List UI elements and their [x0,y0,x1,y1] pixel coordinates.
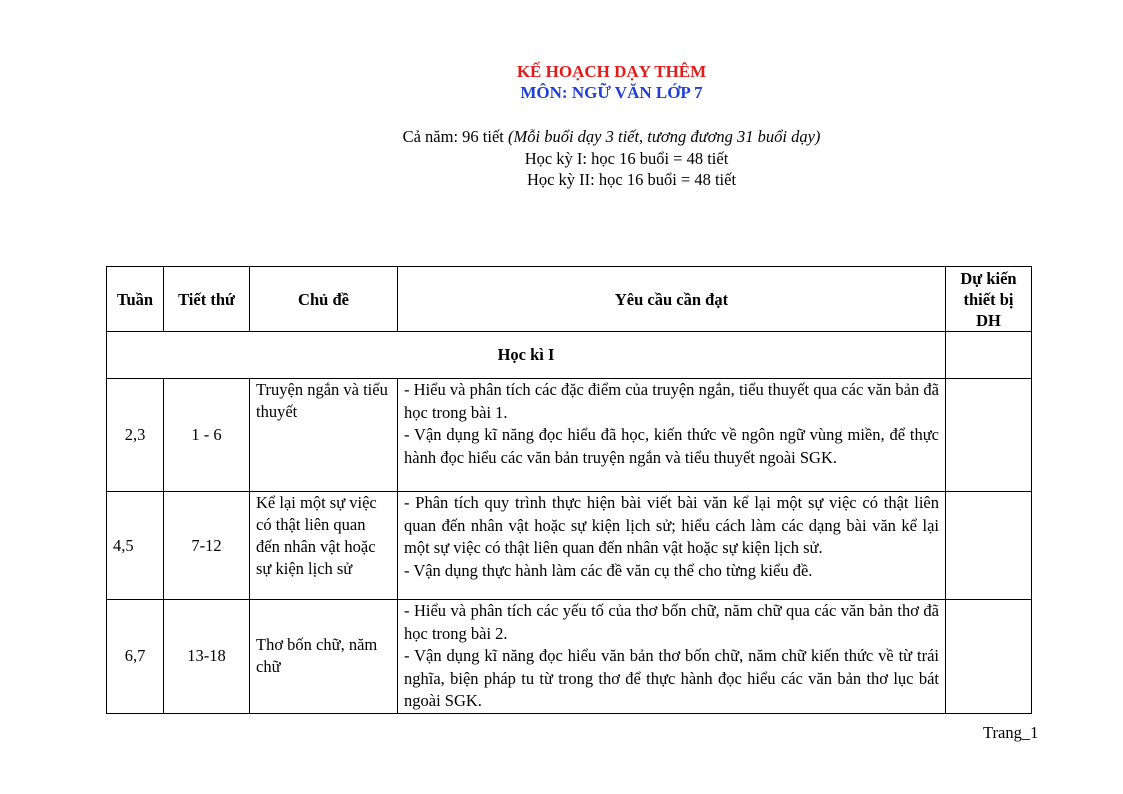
header-thiet-bi: Dự kiến thiết bị DH [946,267,1032,332]
page-number: Trang_1 [983,723,1039,742]
document-title: KẾ HOẠCH DẠY THÊM [516,62,707,81]
term2-summary: Học kỳ II: học 16 buổi = 48 tiết [526,170,737,189]
teaching-plan-table [106,266,1032,714]
cell-tuan: 4,5 [107,492,164,600]
table-header-row [107,267,1032,332]
requirement-item: - Hiểu và phân tích các đặc điểm của truyện ngắn, tiểu thuyết qua các văn bản đã học trong bài 1. [404,380,939,422]
cell-tuan: 6,7 [107,600,164,714]
cell-thiet-bi [946,492,1032,600]
requirement-item: - Hiểu và phân tích các yếu tố của thơ bốn chữ, năm chữ qua các văn bản thơ đã học trong bài 2. [404,601,939,643]
cell-chude: Truyện ngắn và tiểu thuyết [250,379,398,492]
year-note: (Mỗi buổi dạy 3 tiết, tương đương 31 buổi dạy) [508,127,821,146]
cell-tiet: 13-18 [164,600,250,714]
cell-tiet: 1 - 6 [164,379,250,492]
cell-tiet: 7-12 [164,492,250,600]
section-empty-cell [946,332,1032,379]
header-ycau: Yêu cầu cần đạt [398,267,946,332]
table-row [107,492,1032,600]
requirement-item: - Phân tích quy trình thực hiện bài viết bài văn kể lại một sự việc có thật liên quan đến nhân vật hoặc sự kiện lịch sử; hiểu cách làm các dạng bài văn kể lại một sự việc có thật liên quan đến nhân vật hoặc sự kiện lịch sử. [404,493,939,557]
cell-chude: Thơ bốn chữ, năm chữ [250,600,398,714]
section-label: Học kì I [107,332,946,379]
table-row [107,379,1032,492]
cell-ycau [398,492,946,600]
header-tiet: Tiết thứ [164,267,250,332]
header-tuan: Tuần [107,267,164,332]
year-prefix: Cả năm: 96 tiết [402,127,508,146]
document-subtitle: MÔN: NGỮ VĂN LỚP 7 [520,83,703,102]
requirement-item: - Vận dụng thực hành làm các đề văn cụ thể cho từng kiểu đề. [404,560,813,580]
section-row [107,332,1032,379]
cell-thiet-bi [946,600,1032,714]
header-chude: Chủ đề [250,267,398,332]
cell-ycau [398,379,946,492]
requirement-item: - Vận dụng kĩ năng đọc hiểu văn bản thơ bốn chữ, năm chữ kiến thức về từ trái nghĩa, biện pháp tu từ trong thơ để thực hành đọc hiểu các văn bản thơ lục bát ngoài SGK. [404,646,939,710]
document-header [0,61,1123,103]
year-summary [100,126,1123,148]
cell-thiet-bi [946,379,1032,492]
term1-summary: Học kỳ I: học 16 buổi = 48 tiết [524,148,729,168]
requirement-item: - Vận dụng kĩ năng đọc hiểu đã học, kiến thức về ngôn ngữ vùng miền, để thực hành đọc hiểu các văn bản truyện ngắn và tiểu thuyết ngoài SGK. [404,425,939,467]
table-row [107,600,1032,714]
cell-chude: Kể lại một sự việc có thật liên quan đến nhân vật hoặc sự kiện lịch sử [250,492,398,600]
cell-tuan: 2,3 [107,379,164,492]
schedule-info [0,126,1123,191]
cell-ycau [398,600,946,714]
